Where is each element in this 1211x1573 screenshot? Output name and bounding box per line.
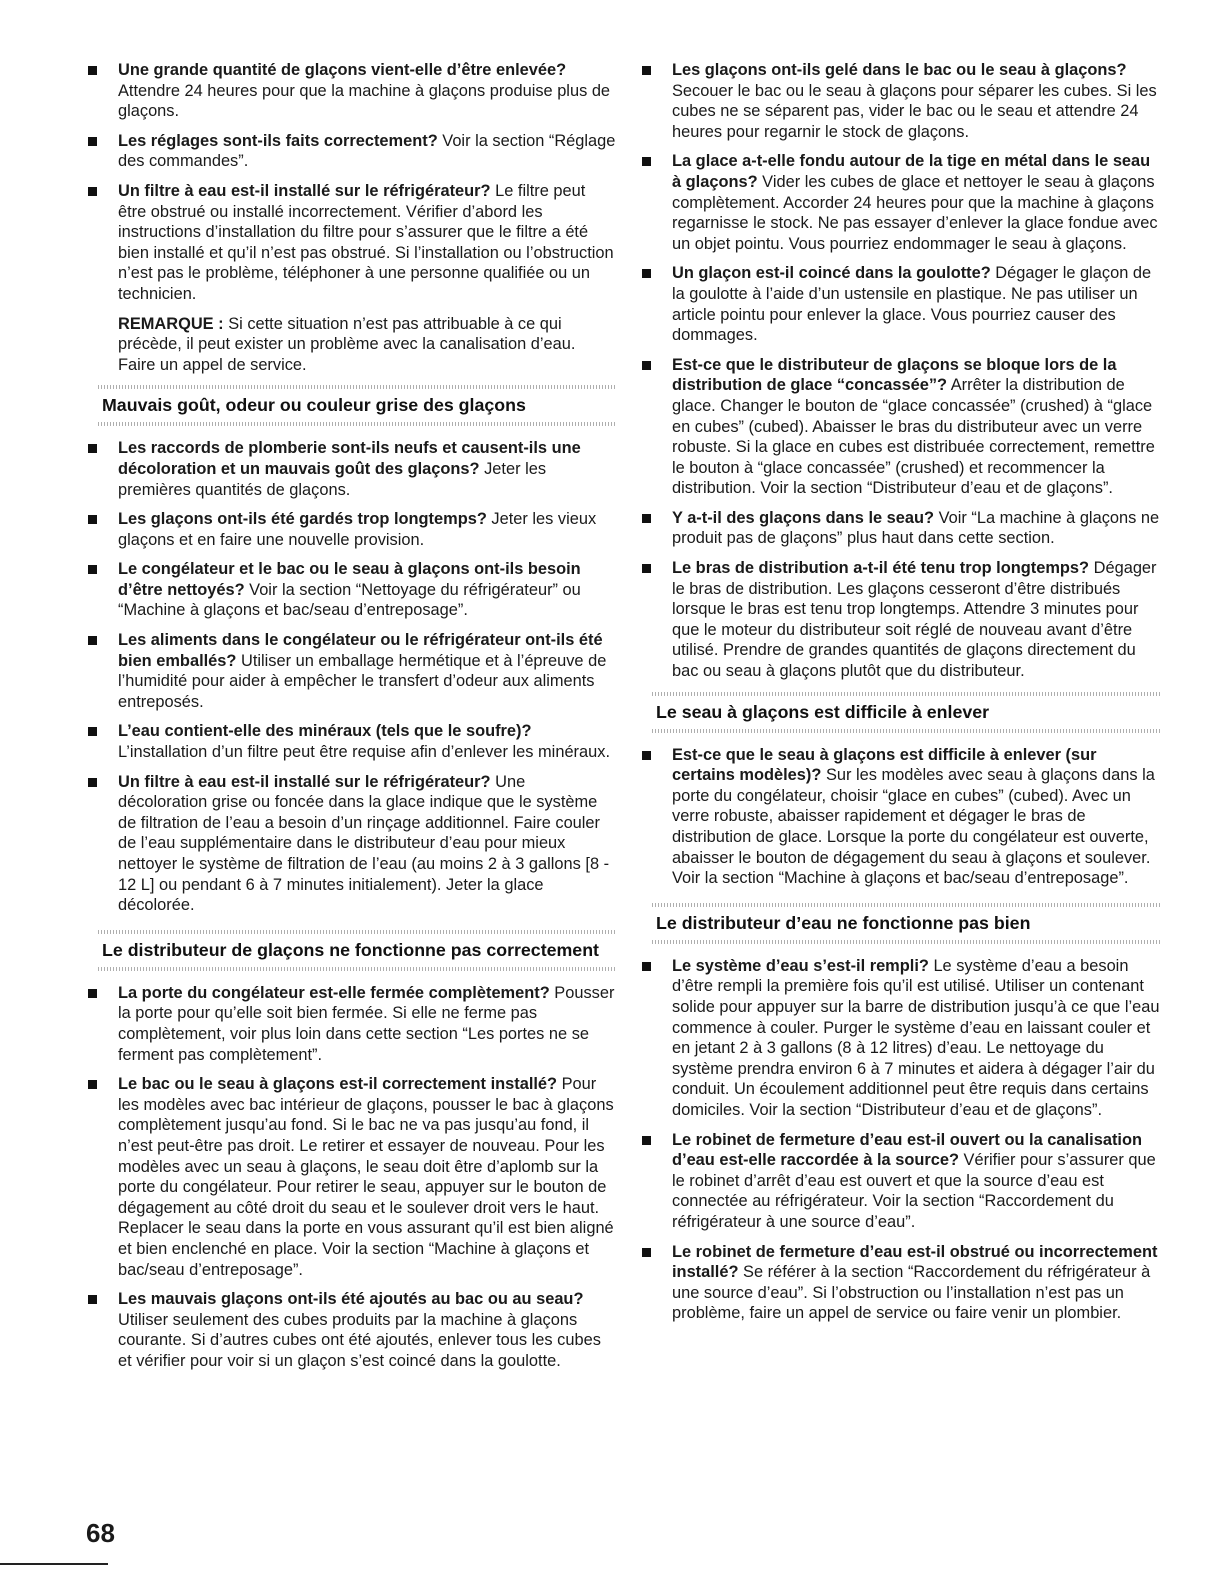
note-paragraph: REMARQUE : Si cette situation n’est pas attribuable à ce qui précède, il peut exister un problème avec la canalisation d’eau. Faire un appel de service. — [118, 314, 576, 374]
dotted-rule — [652, 940, 1160, 944]
list-item: Un filtre à eau est-il installé sur le réfrigérateur? Le filtre peut être obstrué ou installé incorrectement. Vérifier d’abord les instructions d’installation du filtre pour s’assurer que le filtre a été bien installé et qu’il n’est pas obstrué. Si l’installation ou l’obstruction n’est pas le problème, téléphoner à une personne qualifiée ou un technicien. — [88, 181, 616, 305]
bullet-icon — [88, 636, 97, 645]
dotted-rule — [652, 692, 1160, 696]
list-item: Les réglages sont-ils faits correctement? Voir la section “Réglage des commandes”. — [88, 131, 616, 172]
list-item: La glace a-t-elle fondu autour de la tige en métal dans le seau à glaçons? Vider les cubes de glace et nettoyer le seau à glaçons complètement. Accorder 24 heures pour que la machine à glaçons regarnisse le stock. Ne pas essayer d’enlever la glace fondue avec un objet pointu. Vous pourriez endommager le seau à glaçons. — [642, 151, 1160, 254]
bullet-icon — [642, 514, 651, 523]
list-item: Le robinet de fermeture d’eau est-il ouvert ou la canalisation d’eau est-elle raccordée à la source? Vérifier pour s’assurer que le robinet d’arrêt d’eau est ouvert et que la source d’eau est connectée au réfrigérateur. Voir la section “Raccordement du réfrigérateur à une source d’eau”. — [642, 1130, 1160, 1233]
bullet-icon — [642, 361, 651, 370]
list-item: Le robinet de fermeture d’eau est-il obstrué ou incorrectement installé? Se référer à la section “Raccordement du réfrigérateur à une source d’eau”. Si l’obstruction ou l’installation n’est pas un problème, faire un appel de service ou faire venir un plombier. — [642, 1242, 1160, 1324]
list-item: Un filtre à eau est-il installé sur le réfrigérateur? Une décoloration grise ou foncée dans la glace indique que le système de filtration de l’eau a besoin d’un rinçage additionnel. Faire couler de l’eau supplémentaire dans le distributeur d’eau pour mieux nettoyer le système de filtration de l’eau (au moins 2 à 3 gallons [8 - 12 L] ou pendant 6 à 7 minutes initialement). Jeter la glace décolorée. — [88, 772, 616, 916]
bullet-icon — [88, 444, 97, 453]
bullet-icon — [88, 727, 97, 736]
left-column — [88, 60, 616, 1385]
bullet-icon — [88, 565, 97, 574]
bullet-icon — [88, 989, 97, 998]
bullet-icon — [642, 269, 651, 278]
bullet-icon — [88, 1295, 97, 1304]
bullet-icon — [642, 66, 651, 75]
section-heading: Mauvais goût, odeur ou couleur grise des glaçons — [102, 395, 526, 416]
list-item: L’eau contient-elle des minéraux (tels que le soufre)? L’installation d’un filtre peut être requise afin d’enlever les minéraux. — [88, 721, 616, 762]
section-heading: Le seau à glaçons est difficile à enlever — [656, 701, 990, 722]
dotted-rule — [98, 385, 616, 389]
list-item: Le système d’eau s’est-il rempli? Le système d’eau a besoin d’être rempli la première fois qu’il est utilisé. Utiliser un contenant solide pour appuyer sur la barre de distribution jusqu’à ce que l’eau commence à couler. Purger le système d’eau en laissant couler et en jetant 2 à 3 gallons (8 à 12 litres) d’eau. Le nettoyage du système prendra environ 6 à 7 minutes et aidera à dégager l’air du conduit. Un écoulement additionnel peut être requis dans certains domiciles. Voir la section “Distributeur d’eau et de glaçons”. — [642, 956, 1160, 1121]
list-item: Un glaçon est-il coincé dans la goulotte? Dégager le glaçon de la goulotte à l’aide d’un ustensile en plastique. Ne pas utiliser un article pointu pour enlever la glace. Vous pourriez causer des dommages. — [642, 263, 1160, 345]
bullet-icon — [642, 564, 651, 573]
section-heading: Le distributeur de glaçons ne fonctionne pas correctement — [102, 939, 599, 960]
bullet-icon — [88, 778, 97, 787]
list-item: Les raccords de plomberie sont-ils neufs et causent-ils une décoloration et un mauvais goût des glaçons? Jeter les premières quantités de glaçons. — [88, 438, 616, 500]
bullet-icon — [642, 962, 651, 971]
list-item: Les mauvais glaçons ont-ils été ajoutés au bac ou au seau? Utiliser seulement des cubes produits par la machine à glaçons courante. Si d’autres cubes ont été ajoutés, enlever tous les cubes et vérifier pour voir si un glaçon s’est coincé dans la goulotte. — [88, 1289, 616, 1371]
page-number: 68 — [86, 1518, 115, 1548]
bullet-icon — [88, 187, 97, 196]
right-column — [642, 60, 1160, 1338]
section-bad-taste — [88, 385, 616, 915]
dotted-rule — [652, 903, 1160, 907]
list-item: Est-ce que le distributeur de glaçons se bloque lors de la distribution de glace “concassée”? Arrêter la distribution de glace. Changer le bouton de “glace concassée” (crushed) à “glace en cubes” (cubed). Abaisser le bras du distributeur avec un verre robuste. Si la glace en cubes est distribuée correctement, remettre le bouton à “glace concassée” (crushed) et recommencer la distribution. Voir la section “Distributeur d’eau et de glaçons”. — [642, 355, 1160, 499]
bullet-icon — [642, 1136, 651, 1145]
list-item: Les aliments dans le congélateur ou le réfrigérateur ont-ils été bien emballés? Utiliser un emballage hermétique et à l’épreuve de l’humidité pour aider à empêcher le transfert d’odeur aux aliments entreposés. — [88, 630, 616, 712]
list-item: La porte du congélateur est-elle fermée complètement? Pousser la porte pour qu’elle soit bien fermée. Si elle ne ferme pas complètement, voir plus loin dans cette section “Les portes ne se ferment pas complètement”. — [88, 983, 616, 1065]
right-intro-list — [642, 60, 1160, 682]
bullet-icon — [642, 1248, 651, 1257]
section-ice-bucket — [642, 692, 1160, 889]
bullet-icon — [88, 1080, 97, 1089]
section-heading: Le distributeur d’eau ne fonctionne pas bien — [656, 912, 1031, 933]
dotted-rule — [98, 930, 616, 934]
list-item: Les glaçons ont-ils gelé dans le bac ou le seau à glaçons? Secouer le bac ou le seau à glaçons pour séparer les cubes. Si les cubes ne se séparent pas, vider le bac ou le seau et attendre 24 heures pour regarnir le stock de glaçons. — [642, 60, 1160, 142]
section-water-dispenser — [642, 903, 1160, 1324]
bullet-icon — [88, 66, 97, 75]
list-item: Le congélateur et le bac ou le seau à glaçons ont-ils besoin d’être nettoyés? Voir la section “Nettoyage du réfrigérateur” ou “Machine à glaçons et bac/seau d’entreposage”. — [88, 559, 616, 621]
list-item: Est-ce que le seau à glaçons est difficile à enlever (sur certains modèles)? Sur les modèles avec seau à glaçons dans la porte du congélateur, choisir “glace en cubes” (cubed). Avec un verre robuste, abaisser rapidement et dégager le bras de distribution de glace. Lorsque la porte du congélateur est ouverte, abaisser le bouton de dégagement du seau à glaçons et soulever. Voir la section “Machine à glaçons et bac/seau d’entreposage”. — [642, 745, 1160, 889]
section-ice-dispenser — [88, 930, 616, 1372]
bullet-icon — [642, 751, 651, 760]
list-item: Les glaçons ont-ils été gardés trop longtemps? Jeter les vieux glaçons et en faire une nouvelle provision. — [88, 509, 616, 550]
bullet-icon — [88, 137, 97, 146]
list-item: Le bac ou le seau à glaçons est-il correctement installé? Pour les modèles avec bac intérieur de glaçons, pousser le bac à glaçons complètement jusqu’au fond. Si le bac ne va pas jusqu’au fond, il n’est peut-être pas droit. Le retirer et essayer de nouveau. Pour les modèles avec un seau à glaçons, le seau doit être d’aplomb sur la porte du congélateur. Pour retirer le seau, appuyer sur le bouton de dégagement au côté droit du seau et le soulever droit vers le haut. Replacer le seau dans la porte en vous assurant qu’il est bien aligné et bien enclenché en place. Voir la section “Machine à glaçons et bac/seau d’entreposage”. — [88, 1074, 616, 1280]
dotted-rule — [98, 967, 616, 971]
dotted-rule — [98, 422, 616, 426]
list-item: Le bras de distribution a-t-il été tenu trop longtemps? Dégager le bras de distribution. Les glaçons cesseront d’être distribués lorsque le bras est tenu trop longtemps. Attendre 3 minutes pour que le moteur du distributeur soit réglé de nouveau avant d’être utilisé. Prendre de grandes quantités de glaçons directement du bac ou seau à glaçons plutôt que du distributeur. — [642, 558, 1160, 682]
list-item: Y a-t-il des glaçons dans le seau? Voir “La machine à glaçons ne produit pas de glaçons” plus haut dans cette section. — [642, 508, 1160, 549]
left-intro-list — [88, 60, 616, 375]
bullet-icon — [642, 157, 651, 166]
bullet-icon — [88, 515, 97, 524]
footer-rule — [0, 1563, 108, 1565]
dotted-rule — [652, 729, 1160, 733]
list-item: Une grande quantité de glaçons vient-elle d’être enlevée? Attendre 24 heures pour que la machine à glaçons produise plus de glaçons. — [88, 60, 616, 122]
